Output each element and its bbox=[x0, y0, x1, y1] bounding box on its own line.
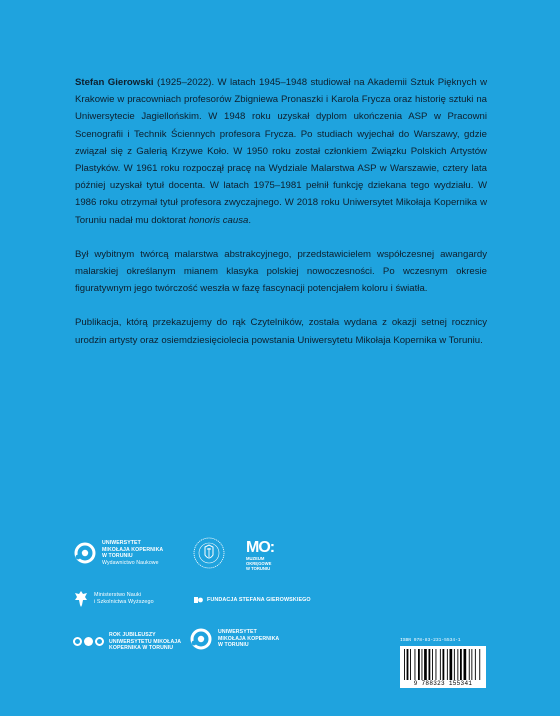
seal-icon bbox=[192, 536, 226, 570]
umk-publisher-line1: UNIWERSYTET bbox=[102, 540, 141, 546]
artist-name: Stefan Gierowski bbox=[75, 77, 154, 88]
umk-publisher-logo bbox=[74, 540, 163, 566]
eagle-icon bbox=[74, 590, 88, 608]
jubilee-line2: UNIWERSYTETU MIKOŁAJA bbox=[109, 638, 182, 645]
bio-end: . bbox=[248, 214, 251, 226]
publication-paragraph: Publikacja, którą przekazujemy do rąk Czytelników, została wydana z okazji setnej rocznicy urodzin artysty oraz osiemdziesięciolecia powstania Uniwersytetu Mikołaja Kopernika w Toruniu. bbox=[75, 317, 487, 346]
umk-line1: UNIWERSYTET bbox=[218, 629, 257, 636]
umk-logo bbox=[190, 628, 279, 650]
jubilee-dots-icon bbox=[73, 637, 104, 646]
ministry-line1: Ministerstwo Nauki bbox=[94, 592, 142, 599]
isbn-label: ISBN 978-83-231-5534-1 bbox=[400, 638, 461, 643]
foundation-label: FUNDACJA STEFANA GIEROWSKIEGO bbox=[207, 597, 311, 603]
ministry-line2: i Szkolnictwa Wyższego bbox=[94, 599, 154, 605]
umk-publisher-line4: Wydawnictwo Naukowe bbox=[102, 559, 159, 566]
foundation-logo bbox=[194, 597, 311, 604]
honoris-causa: honoris causa bbox=[188, 214, 249, 226]
bio-text: (1925–2022). W latach 1945–1948 studiował na Akademii Sztuk Pięknych w Krakowie w pracowniach profesorów Zbigniewa Pronaszki i Karola Frycza oraz historię sztuki na Uniwersytecie Jagiellońskim. W 1948 roku uzyskał dyplom ukończenia ASP w Pracowni Scenografii i Technik Ściennych profesora Frycza. Po studiach wyjechał do Warszawy, gdzie związał się z Galerią Krzywe Koło. W 1950 roku został członkiem Związku Polskich Artystów Plastyków. W 1961 roku rozpoczął pracę na Wydziale Malarstwa ASP w Warszawie, cztery lata później uzyskał tytuł docenta. W latach 1975–1981 pełnił funkcję dziekana tego wydziału. W 1986 roku otrzymał tytuł profesora zwyczajnego. W 2018 roku Uniwersytet Mikołaja Kopernika w Toruniu nadał mu doktorat bbox=[75, 77, 488, 226]
umk-publisher-line2: MIKOŁAJA KOPERNIKA bbox=[102, 546, 164, 553]
museum-line1: MUZEUM bbox=[246, 556, 265, 561]
jubilee-line3: KOPERNIKA W TORUNIU bbox=[109, 645, 174, 652]
barcode-bars bbox=[400, 646, 486, 682]
barcode-digits: 9 788323 155341 bbox=[400, 680, 486, 688]
umk-ring-icon bbox=[190, 628, 212, 650]
museum-line2: OKRĘGOWE bbox=[246, 561, 272, 566]
text-block bbox=[75, 74, 487, 366]
museum-logo bbox=[246, 540, 274, 571]
umk-line2: MIKOŁAJA KOPERNIKA bbox=[218, 635, 280, 642]
umk-ring-icon bbox=[74, 542, 96, 564]
jubilee-line1: ROK JUBILEUSZY bbox=[109, 632, 156, 638]
style-paragraph: Był wybitnym twórcą malarstwa abstrakcyjnego, przedstawicielem współczesnej awangardy malarskiej określanym mianem klasyka polskiej nowoczesności. Po wczesnym okresie figuratywnym jego twórczość weszła w fazę fascynacji potencjałem koloru i światła. bbox=[75, 248, 487, 295]
barcode bbox=[400, 646, 486, 682]
foundation-mark-icon bbox=[194, 597, 203, 603]
ministry-logo bbox=[74, 590, 154, 608]
museum-line3: W TORUNIU bbox=[246, 566, 271, 571]
jubilee-logo bbox=[73, 632, 181, 652]
umk-publisher-line3: W TORUNIU bbox=[102, 553, 133, 560]
museum-mark: MO: bbox=[246, 539, 275, 556]
bio-paragraph bbox=[75, 74, 487, 229]
umk-line3: W TORUNIU bbox=[218, 642, 249, 649]
